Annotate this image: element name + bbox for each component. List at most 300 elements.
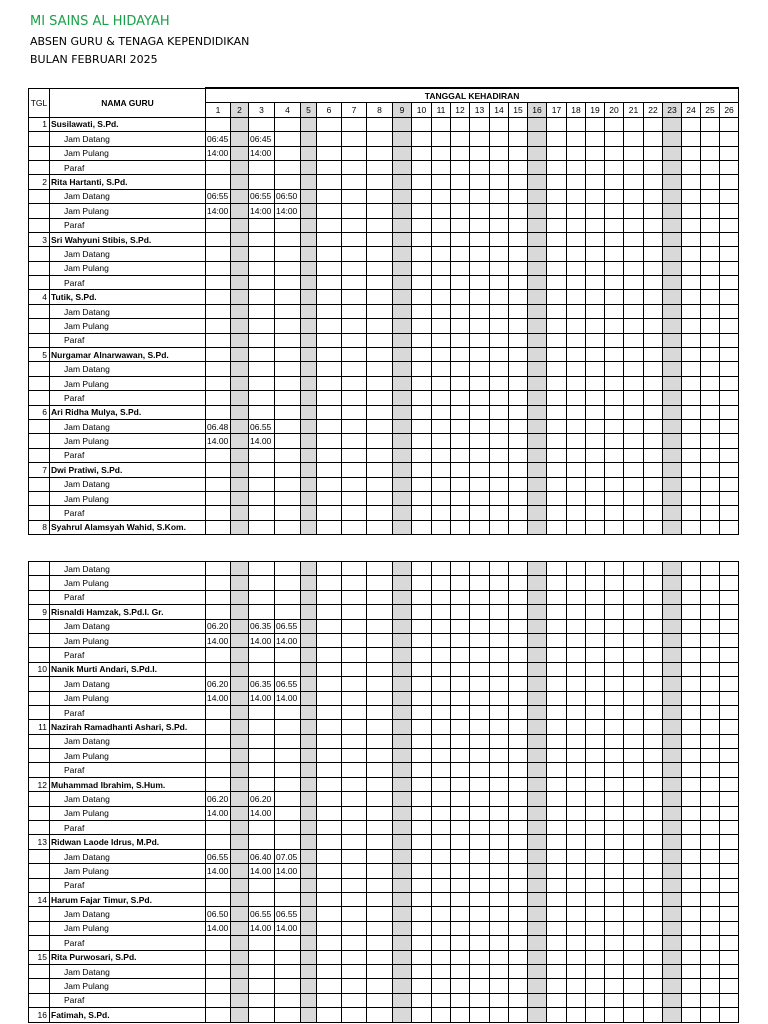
day-cell bbox=[231, 979, 249, 993]
day-cell bbox=[317, 979, 342, 993]
day-cell bbox=[644, 705, 663, 719]
day-cell bbox=[605, 348, 624, 362]
day-cell bbox=[451, 290, 470, 304]
day-cell bbox=[701, 362, 720, 376]
day-cell bbox=[663, 146, 682, 160]
day-cell bbox=[682, 677, 701, 691]
day-cell bbox=[490, 232, 509, 246]
day-cell bbox=[605, 576, 624, 590]
day-cell bbox=[605, 434, 624, 448]
day-cell bbox=[720, 562, 739, 576]
sub-row-paraf bbox=[29, 276, 739, 290]
sub-label-paraf: Paraf bbox=[50, 391, 206, 405]
sub-label-pulang: Jam Pulang bbox=[50, 749, 206, 763]
day-cell bbox=[275, 979, 301, 993]
day-cell bbox=[682, 777, 701, 791]
day-cell bbox=[509, 619, 528, 633]
day-cell bbox=[663, 907, 682, 921]
day-cell bbox=[432, 720, 451, 734]
day-cell bbox=[275, 993, 301, 1007]
empty-cell bbox=[29, 849, 50, 863]
day-cell bbox=[701, 576, 720, 590]
day-cell bbox=[624, 763, 644, 777]
day-header: 1 bbox=[206, 103, 231, 117]
day-header: 22 bbox=[644, 103, 663, 117]
day-cell bbox=[490, 878, 509, 892]
day-cell bbox=[720, 864, 739, 878]
day-cell bbox=[624, 405, 644, 419]
day-cell bbox=[624, 835, 644, 849]
day-cell bbox=[663, 562, 682, 576]
day-cell bbox=[586, 506, 605, 520]
day-cell bbox=[470, 749, 490, 763]
day-cell bbox=[451, 376, 470, 390]
day-cell bbox=[605, 691, 624, 705]
day-cell bbox=[682, 936, 701, 950]
day-cell bbox=[663, 232, 682, 246]
day-cell bbox=[720, 605, 739, 619]
day-cell bbox=[470, 662, 490, 676]
time-value: 14.00 bbox=[206, 864, 231, 878]
day-cell bbox=[644, 405, 663, 419]
day-cell bbox=[432, 662, 451, 676]
day-cell bbox=[720, 319, 739, 333]
day-cell bbox=[547, 333, 567, 347]
day-cell bbox=[682, 146, 701, 160]
day-cell bbox=[586, 1008, 605, 1022]
day-cell bbox=[451, 434, 470, 448]
day-cell bbox=[393, 749, 412, 763]
day-cell bbox=[644, 477, 663, 491]
day-cell bbox=[432, 506, 451, 520]
day-cell bbox=[317, 218, 342, 232]
day-cell bbox=[412, 576, 432, 590]
day-cell bbox=[412, 705, 432, 719]
day-cell bbox=[605, 448, 624, 462]
day-cell bbox=[644, 117, 663, 131]
day-cell bbox=[605, 864, 624, 878]
day-cell bbox=[701, 633, 720, 647]
day-cell bbox=[720, 763, 739, 777]
day-cell bbox=[720, 304, 739, 318]
day-cell bbox=[470, 605, 490, 619]
day-cell bbox=[624, 993, 644, 1007]
day-cell bbox=[701, 605, 720, 619]
day-cell bbox=[644, 376, 663, 390]
day-cell bbox=[432, 777, 451, 791]
day-cell bbox=[663, 705, 682, 719]
day-cell bbox=[644, 463, 663, 477]
day-cell bbox=[528, 605, 547, 619]
day-cell bbox=[412, 792, 432, 806]
day-cell bbox=[586, 362, 605, 376]
day-cell bbox=[451, 477, 470, 491]
day-cell bbox=[275, 562, 301, 576]
day-cell bbox=[490, 333, 509, 347]
day-cell bbox=[275, 950, 301, 964]
day-cell bbox=[663, 792, 682, 806]
day-cell bbox=[231, 662, 249, 676]
time-value: 14.00 bbox=[249, 691, 275, 705]
day-cell bbox=[567, 204, 586, 218]
day-cell bbox=[547, 175, 567, 189]
day-cell bbox=[509, 950, 528, 964]
day-cell bbox=[249, 878, 275, 892]
day-cell bbox=[605, 979, 624, 993]
day-cell bbox=[644, 520, 663, 534]
day-cell bbox=[547, 491, 567, 505]
day-cell bbox=[367, 921, 393, 935]
day-cell bbox=[624, 964, 644, 978]
day-cell bbox=[206, 463, 231, 477]
day-cell bbox=[547, 477, 567, 491]
day-cell bbox=[342, 662, 367, 676]
day-cell bbox=[509, 405, 528, 419]
day-cell bbox=[490, 950, 509, 964]
day-cell bbox=[567, 562, 586, 576]
day-cell bbox=[275, 117, 301, 131]
day-cell bbox=[701, 763, 720, 777]
sub-label-pulang: Jam Pulang bbox=[50, 921, 206, 935]
day-cell bbox=[451, 964, 470, 978]
sub-label-datang: Jam Datang bbox=[50, 477, 206, 491]
sub-row-paraf bbox=[29, 878, 739, 892]
day-cell bbox=[644, 204, 663, 218]
empty-cell bbox=[29, 677, 50, 691]
day-cell bbox=[720, 619, 739, 633]
day-cell bbox=[682, 806, 701, 820]
day-cell bbox=[509, 520, 528, 534]
day-cell bbox=[644, 232, 663, 246]
day-cell bbox=[275, 605, 301, 619]
document-title: ABSEN GURU & TENAGA KEPENDIDIKAN bbox=[30, 35, 250, 48]
day-cell bbox=[249, 477, 275, 491]
day-cell bbox=[528, 835, 547, 849]
day-cell bbox=[367, 633, 393, 647]
day-cell bbox=[393, 304, 412, 318]
day-cell bbox=[367, 849, 393, 863]
day-cell bbox=[682, 691, 701, 705]
day-cell bbox=[663, 520, 682, 534]
sub-row-pulang bbox=[29, 434, 739, 448]
day-cell bbox=[547, 720, 567, 734]
day-cell bbox=[605, 146, 624, 160]
day-cell bbox=[451, 175, 470, 189]
day-cell bbox=[663, 304, 682, 318]
day-cell bbox=[451, 619, 470, 633]
day-cell bbox=[301, 434, 317, 448]
day-cell bbox=[470, 792, 490, 806]
day-cell bbox=[412, 993, 432, 1007]
day-cell bbox=[547, 376, 567, 390]
day-cell bbox=[509, 792, 528, 806]
day-cell bbox=[547, 419, 567, 433]
day-cell bbox=[393, 907, 412, 921]
day-cell bbox=[342, 734, 367, 748]
day-cell bbox=[644, 979, 663, 993]
day-cell bbox=[720, 821, 739, 835]
day-cell bbox=[231, 204, 249, 218]
day-cell bbox=[567, 333, 586, 347]
day-cell bbox=[206, 175, 231, 189]
time-value: 14.00 bbox=[206, 806, 231, 820]
day-cell bbox=[509, 319, 528, 333]
teacher-row bbox=[29, 405, 739, 419]
day-cell bbox=[470, 907, 490, 921]
day-cell bbox=[231, 849, 249, 863]
day-cell bbox=[509, 434, 528, 448]
teacher-row bbox=[29, 348, 739, 362]
day-cell bbox=[317, 562, 342, 576]
day-cell bbox=[249, 175, 275, 189]
day-cell bbox=[509, 979, 528, 993]
day-cell bbox=[275, 491, 301, 505]
day-cell bbox=[490, 734, 509, 748]
day-cell bbox=[644, 276, 663, 290]
day-cell bbox=[432, 864, 451, 878]
day-cell bbox=[720, 576, 739, 590]
sub-label-paraf: Paraf bbox=[50, 448, 206, 462]
day-cell bbox=[301, 763, 317, 777]
day-cell bbox=[682, 261, 701, 275]
day-cell bbox=[412, 348, 432, 362]
day-cell bbox=[509, 362, 528, 376]
day-cell bbox=[547, 979, 567, 993]
teacher-name: Nurgamar Alnarwawan, S.Pd. bbox=[50, 348, 206, 362]
day-cell bbox=[249, 749, 275, 763]
day-cell bbox=[367, 705, 393, 719]
day-cell bbox=[317, 1008, 342, 1022]
day-cell bbox=[393, 950, 412, 964]
day-cell bbox=[367, 419, 393, 433]
day-cell bbox=[432, 132, 451, 146]
teacher-name: Ari Ridha Mulya, S.Pd. bbox=[50, 405, 206, 419]
day-cell bbox=[490, 218, 509, 232]
day-cell bbox=[605, 319, 624, 333]
day-cell bbox=[547, 878, 567, 892]
day-cell bbox=[249, 520, 275, 534]
day-cell bbox=[393, 864, 412, 878]
day-cell bbox=[720, 705, 739, 719]
day-cell bbox=[249, 1008, 275, 1022]
day-cell bbox=[367, 763, 393, 777]
day-cell bbox=[586, 376, 605, 390]
day-cell bbox=[567, 261, 586, 275]
day-cell bbox=[547, 463, 567, 477]
sub-row-paraf bbox=[29, 506, 739, 520]
day-cell bbox=[547, 160, 567, 174]
empty-cell bbox=[29, 792, 50, 806]
day-cell bbox=[451, 419, 470, 433]
day-cell bbox=[393, 348, 412, 362]
day-cell bbox=[509, 849, 528, 863]
day-cell bbox=[301, 405, 317, 419]
day-cell bbox=[231, 648, 249, 662]
day-cell bbox=[663, 749, 682, 763]
day-cell bbox=[451, 950, 470, 964]
day-cell bbox=[490, 160, 509, 174]
day-cell bbox=[412, 864, 432, 878]
day-cell bbox=[301, 821, 317, 835]
day-cell bbox=[528, 491, 547, 505]
sub-row-pulang bbox=[29, 376, 739, 390]
day-cell bbox=[393, 705, 412, 719]
day-cell bbox=[412, 204, 432, 218]
day-cell bbox=[682, 405, 701, 419]
day-cell bbox=[231, 261, 249, 275]
day-cell bbox=[393, 792, 412, 806]
day-cell bbox=[567, 749, 586, 763]
day-cell bbox=[432, 734, 451, 748]
day-cell bbox=[720, 276, 739, 290]
day-cell bbox=[317, 763, 342, 777]
day-cell bbox=[490, 892, 509, 906]
sub-label-datang: Jam Datang bbox=[50, 189, 206, 203]
day-cell bbox=[231, 763, 249, 777]
day-cell bbox=[432, 520, 451, 534]
day-cell bbox=[701, 792, 720, 806]
day-cell bbox=[393, 506, 412, 520]
day-cell bbox=[470, 892, 490, 906]
sub-label-paraf: Paraf bbox=[50, 218, 206, 232]
day-cell bbox=[682, 763, 701, 777]
day-cell bbox=[605, 491, 624, 505]
day-cell bbox=[528, 304, 547, 318]
day-cell bbox=[701, 979, 720, 993]
day-cell bbox=[605, 705, 624, 719]
day-cell bbox=[432, 189, 451, 203]
day-cell bbox=[317, 806, 342, 820]
time-value: 06.35 bbox=[249, 677, 275, 691]
day-cell bbox=[624, 633, 644, 647]
teacher-name: Rita Purwosari, S.Pd. bbox=[50, 950, 206, 964]
day-cell bbox=[663, 763, 682, 777]
day-cell bbox=[490, 175, 509, 189]
day-cell bbox=[470, 276, 490, 290]
day-cell bbox=[605, 463, 624, 477]
day-cell bbox=[342, 391, 367, 405]
day-cell bbox=[231, 160, 249, 174]
day-cell bbox=[567, 304, 586, 318]
day-cell bbox=[470, 993, 490, 1007]
day-cell bbox=[249, 835, 275, 849]
day-cell bbox=[509, 491, 528, 505]
day-cell bbox=[682, 434, 701, 448]
day-cell bbox=[317, 491, 342, 505]
day-cell bbox=[605, 333, 624, 347]
day-cell bbox=[663, 189, 682, 203]
day-cell bbox=[586, 792, 605, 806]
day-cell bbox=[509, 261, 528, 275]
day-cell bbox=[432, 491, 451, 505]
day-cell bbox=[342, 705, 367, 719]
day-cell bbox=[567, 362, 586, 376]
teacher-row bbox=[29, 175, 739, 189]
day-cell bbox=[231, 590, 249, 604]
empty-cell bbox=[29, 261, 50, 275]
day-cell bbox=[470, 362, 490, 376]
day-cell bbox=[231, 319, 249, 333]
day-cell bbox=[231, 892, 249, 906]
day-cell bbox=[231, 907, 249, 921]
day-cell bbox=[720, 892, 739, 906]
day-cell bbox=[586, 979, 605, 993]
day-cell bbox=[644, 160, 663, 174]
day-cell bbox=[509, 218, 528, 232]
day-cell bbox=[586, 633, 605, 647]
day-cell bbox=[231, 605, 249, 619]
day-cell bbox=[567, 849, 586, 863]
day-cell bbox=[490, 590, 509, 604]
day-cell bbox=[231, 749, 249, 763]
day-cell bbox=[432, 878, 451, 892]
empty-cell bbox=[29, 964, 50, 978]
day-cell bbox=[624, 950, 644, 964]
day-cell bbox=[567, 964, 586, 978]
day-cell bbox=[342, 907, 367, 921]
day-cell bbox=[490, 117, 509, 131]
day-cell bbox=[412, 806, 432, 820]
day-cell bbox=[682, 964, 701, 978]
sub-label-pulang: Jam Pulang bbox=[50, 633, 206, 647]
day-cell bbox=[720, 391, 739, 405]
day-cell bbox=[301, 964, 317, 978]
sub-label-paraf: Paraf bbox=[50, 276, 206, 290]
day-cell bbox=[342, 892, 367, 906]
day-cell bbox=[547, 590, 567, 604]
day-cell bbox=[451, 463, 470, 477]
day-cell bbox=[206, 333, 231, 347]
day-header: 8 bbox=[367, 103, 393, 117]
day-cell bbox=[451, 362, 470, 376]
day-cell bbox=[342, 434, 367, 448]
empty-cell bbox=[29, 333, 50, 347]
day-cell bbox=[275, 463, 301, 477]
day-cell bbox=[605, 261, 624, 275]
day-cell bbox=[567, 463, 586, 477]
day-cell bbox=[470, 261, 490, 275]
day-header: 25 bbox=[701, 103, 720, 117]
day-cell bbox=[231, 132, 249, 146]
day-cell bbox=[509, 189, 528, 203]
day-cell bbox=[393, 633, 412, 647]
day-cell bbox=[644, 821, 663, 835]
day-cell bbox=[342, 648, 367, 662]
day-cell bbox=[275, 506, 301, 520]
sub-row-datang bbox=[29, 132, 739, 146]
day-cell bbox=[720, 218, 739, 232]
day-cell bbox=[682, 619, 701, 633]
sub-row-datang bbox=[29, 964, 739, 978]
day-cell bbox=[342, 261, 367, 275]
empty-cell bbox=[29, 878, 50, 892]
day-cell bbox=[342, 619, 367, 633]
day-cell bbox=[249, 506, 275, 520]
day-cell bbox=[249, 160, 275, 174]
day-cell bbox=[393, 921, 412, 935]
day-header: 26 bbox=[720, 103, 739, 117]
day-cell bbox=[317, 146, 342, 160]
day-cell bbox=[624, 419, 644, 433]
day-cell bbox=[682, 864, 701, 878]
day-cell bbox=[317, 878, 342, 892]
day-cell bbox=[528, 691, 547, 705]
day-cell bbox=[509, 821, 528, 835]
day-cell bbox=[567, 605, 586, 619]
day-cell bbox=[412, 777, 432, 791]
day-cell bbox=[567, 777, 586, 791]
day-cell bbox=[231, 633, 249, 647]
